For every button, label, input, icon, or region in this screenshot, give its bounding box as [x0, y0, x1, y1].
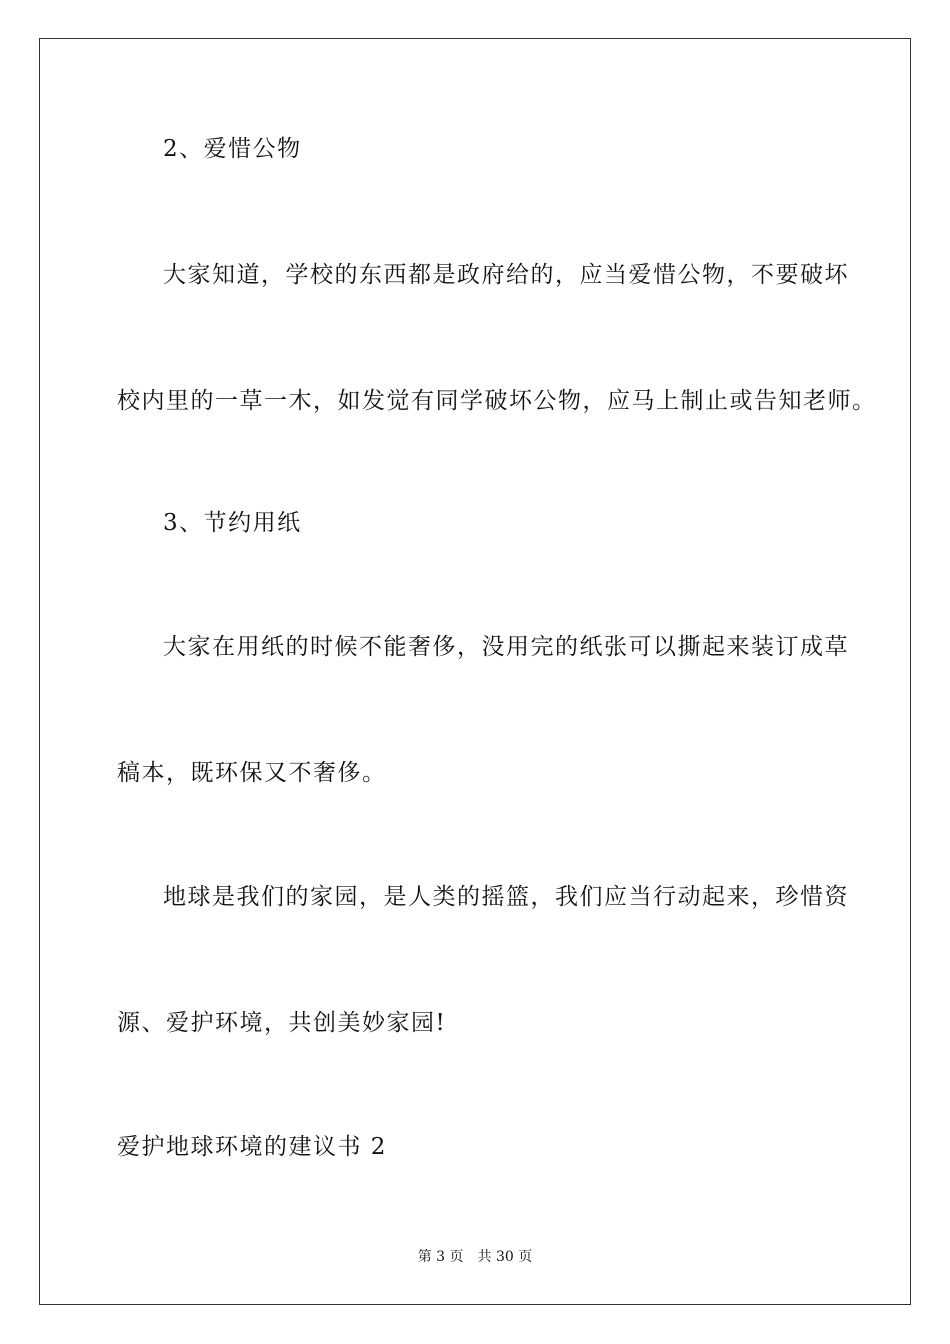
- paragraph-line: 地球是我们的家园，是人类的摇篮，我们应当行动起来，珍惜资: [163, 884, 849, 910]
- paragraph-line: 大家在用纸的时候不能奢侈，没用完的纸张可以撕起来装订成草: [163, 634, 849, 660]
- page-border: [39, 38, 911, 1305]
- paragraph-line: 校内里的一草一木，如发觉有同学破坏公物，应马上制止或告知老师。: [117, 388, 877, 414]
- document-subtitle: 爱护地球环境的建议书 2: [117, 1134, 387, 1160]
- paragraph-line: 大家知道，学校的东西都是政府给的，应当爱惜公物，不要破坏: [163, 262, 849, 288]
- section-heading-save-paper: 3、节约用纸: [163, 510, 302, 536]
- paragraph-line: 源、爱护环境，共创美妙家园!: [117, 1010, 447, 1036]
- paragraph-line: 稿本，既环保又不奢侈。: [117, 760, 387, 786]
- section-heading-care-public-property: 2、爱惜公物: [163, 136, 302, 162]
- page-total: 共 30 页: [477, 1249, 533, 1265]
- page-number: 第 3 页: [417, 1249, 464, 1265]
- page-footer: [0, 1247, 950, 1267]
